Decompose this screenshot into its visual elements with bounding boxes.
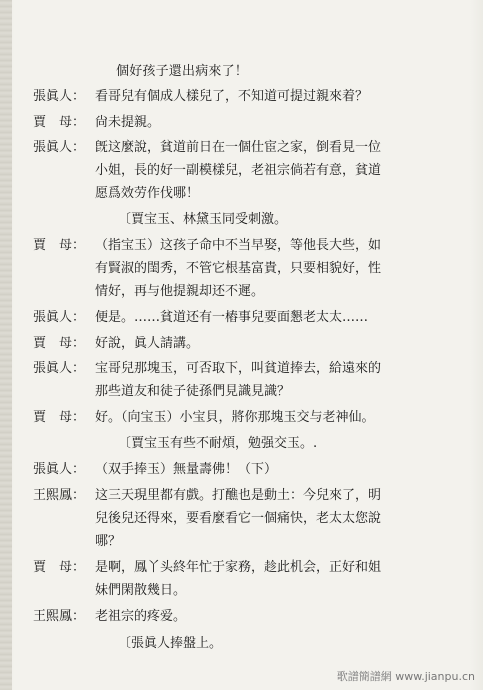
speaker-label: 賈 母： <box>33 115 86 130</box>
line-text: 好。（向宝玉）小宝貝，將你那塊玉交与老神仙。 <box>95 410 375 425</box>
line-text: 有賢淑的閨秀，不管它根基富貴，只要相貌好，性 <box>95 261 382 276</box>
line-text: 妹們閑散幾日。 <box>95 583 187 598</box>
line-text: 老祖宗的疼爱。 <box>95 609 187 624</box>
speaker-label: 賈 母： <box>33 410 86 425</box>
line-text: 那些道友和徒子徒孫們見識見識？ <box>95 384 291 399</box>
line-text: 個好孩子還出病來了！ <box>116 64 249 79</box>
line-text: 哪？ <box>95 534 122 549</box>
line-text: 好說，眞人請講。 <box>95 336 200 351</box>
speaker-label: 張眞人： <box>33 89 86 104</box>
script-line <box>116 64 248 80</box>
speaker-label: 張眞人： <box>33 361 86 376</box>
line-text: 兒後兒还得來，要看麼看它一個痛快，老太太您說 <box>95 511 382 526</box>
speaker-label: 王熙鳳： <box>33 488 86 503</box>
line-text: 这三天現里都有戲。打醮也是動土：今兒來了，明 <box>95 488 382 503</box>
line-text: 尙未提親。 <box>95 115 161 130</box>
speaker-label: 張眞人： <box>33 462 86 477</box>
line-text: 是啊，鳳丫头終年忙于家務，趁此机会，正好和姐 <box>95 560 382 575</box>
watermark: 歌譜簡譜網 www.jianpu.cn <box>336 670 475 683</box>
speaker-label: 王熙鳳： <box>33 609 86 624</box>
speaker-label: 張眞人： <box>33 140 86 155</box>
speaker-label: 賈 母： <box>33 238 86 253</box>
stage-direction: 〔賈宝玉、林黛玉同受刺激。 <box>118 212 288 227</box>
line-text: （指宝玉）这孩子命中不当早娶，等他長大些，如 <box>95 238 382 253</box>
stage-direction: 〔張眞人捧盤上。 <box>118 636 223 651</box>
line-text: （双手捧玉）無量壽佛！（下） <box>95 462 278 477</box>
line-text: 情好，再与他提親却还不遲。 <box>95 284 265 299</box>
line-text: 旣这麼說，貧道前日在一個仕宦之家，倒看見一位 <box>95 140 382 155</box>
speaker-label: 賈 母： <box>33 560 86 575</box>
speaker-label: 賈 母： <box>33 336 86 351</box>
line-text: 愿爲效劳作伐哪！ <box>95 186 200 201</box>
line-text: 宝哥兒那塊玉，可否取下，叫貧道捧去，給遠來的 <box>95 361 382 376</box>
stage-direction: 〔賈宝玉有些不耐煩，勉强交玉。. <box>118 436 318 451</box>
line-text: 小姐，長的好一副模樣兒，老祖宗倘若有意，貧道 <box>95 163 382 178</box>
speaker-label: 張眞人： <box>33 310 86 325</box>
page-binding-edge <box>0 0 12 690</box>
line-text: 看哥兒有個成人樣兒了，不知道可提过親來着？ <box>95 89 369 104</box>
line-text: 便是。……貧道还有一樁事兒要面懇老太太…… <box>95 310 369 325</box>
